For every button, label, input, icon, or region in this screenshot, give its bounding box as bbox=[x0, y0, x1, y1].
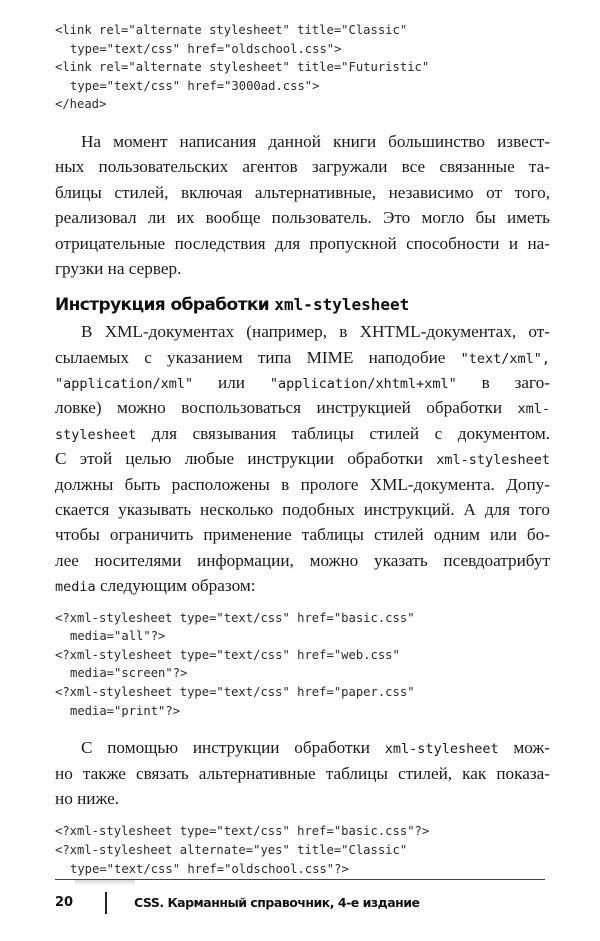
paragraph-alternate-stylesheets bbox=[55, 735, 550, 811]
text-line: В XML-документах (например, в XHTML-документах, от- bbox=[81, 322, 550, 342]
text-line: лее носителями информации, можно указать псевдоатрибут bbox=[55, 550, 550, 570]
section-heading-code: xml-stylesheet bbox=[274, 295, 410, 315]
footer-rule-shadow bbox=[75, 880, 135, 886]
code-line: <link rel="alternate stylesheet" title="Futuristic" bbox=[55, 60, 430, 75]
code-block-link-elements bbox=[55, 21, 550, 114]
text-line: media следующим образом: bbox=[55, 576, 256, 596]
text-line: отрицательные последствия для пропускной способности и на- bbox=[55, 233, 550, 253]
code-line: <?xml-stylesheet type="text/css" href="basic.css" bbox=[55, 610, 415, 625]
code-line: <link rel="alternate stylesheet" title="Classic" bbox=[55, 23, 408, 37]
code-line: </head> bbox=[55, 97, 107, 112]
code-line: media="print"?> bbox=[70, 703, 181, 718]
section-heading bbox=[55, 295, 550, 315]
text-line: грузки на сервер. bbox=[55, 258, 182, 278]
code-block-media-stylesheets bbox=[55, 609, 550, 721]
section-heading-text: Инструкция обработки bbox=[55, 295, 275, 316]
code-line: type="text/css" href="oldschool.css"> bbox=[70, 41, 342, 56]
page-content bbox=[55, 20, 550, 878]
code-block-alternate-stylesheet bbox=[55, 822, 550, 878]
paragraph-user-agents bbox=[55, 129, 550, 281]
text-line: На момент написания данной книги большинство извест- bbox=[81, 131, 550, 151]
footer-rule bbox=[55, 879, 545, 880]
text-line: С помощью инструкции обработки xml-stylesheet мож- bbox=[81, 738, 551, 758]
text-line: сылаемых с указанием типа MIME наподобие "text/xml", bbox=[55, 347, 550, 367]
code-line: type="text/css" href="oldschool.css"?> bbox=[70, 861, 349, 876]
text-line: ловке) можно воспользоваться инструкцией обработки xml- bbox=[55, 398, 550, 418]
code-line: <?xml-stylesheet type="text/css" href="basic.css"?> bbox=[55, 824, 430, 839]
running-title: CSS. Карманный справочник, 4-е издание bbox=[134, 895, 420, 910]
code-line: <?xml-stylesheet type="text/css" href="web.css" bbox=[55, 647, 400, 662]
text-line: С этой целью любые инструкции обработки xml-stylesheet bbox=[55, 449, 550, 469]
page-number: 20 bbox=[55, 895, 74, 910]
code-line: type="text/css" href="3000ad.css"> bbox=[70, 78, 320, 93]
code-line: <?xml-stylesheet type="text/css" href="paper.css" bbox=[55, 684, 415, 699]
text-line: но ниже. bbox=[55, 788, 120, 808]
text-line: ных пользовательских агентов загружали все связанные та- bbox=[55, 157, 550, 177]
text-line: stylesheet для связывания таблицы стилей с документом. bbox=[55, 423, 550, 443]
text-line: скается указывать несколько подобных инструкций. А для того bbox=[55, 500, 550, 520]
code-line: <?xml-stylesheet alternate="yes" title="Classic" bbox=[55, 842, 408, 857]
code-line: media="screen"?> bbox=[70, 666, 188, 681]
code-line: media="all"?> bbox=[70, 629, 166, 644]
footer-separator bbox=[105, 892, 107, 914]
text-line: должны быть расположены в прологе XML-документа. Допу- bbox=[55, 474, 550, 494]
text-line: но также связать альтернативные таблицы стилей, как показа- bbox=[55, 763, 550, 783]
text-line: "application/xml" или "application/xhtml+xml" в заго- bbox=[55, 373, 550, 393]
text-line: блицы стилей, включая альтернативные, независимо от того, bbox=[55, 182, 550, 202]
text-line: реализовал ли их вообще пользователь. Это могло бы иметь bbox=[55, 208, 550, 228]
paragraph-xml-documents bbox=[55, 319, 550, 598]
text-line: чтобы ограничить применение таблицы стилей одним или бо- bbox=[55, 525, 550, 545]
